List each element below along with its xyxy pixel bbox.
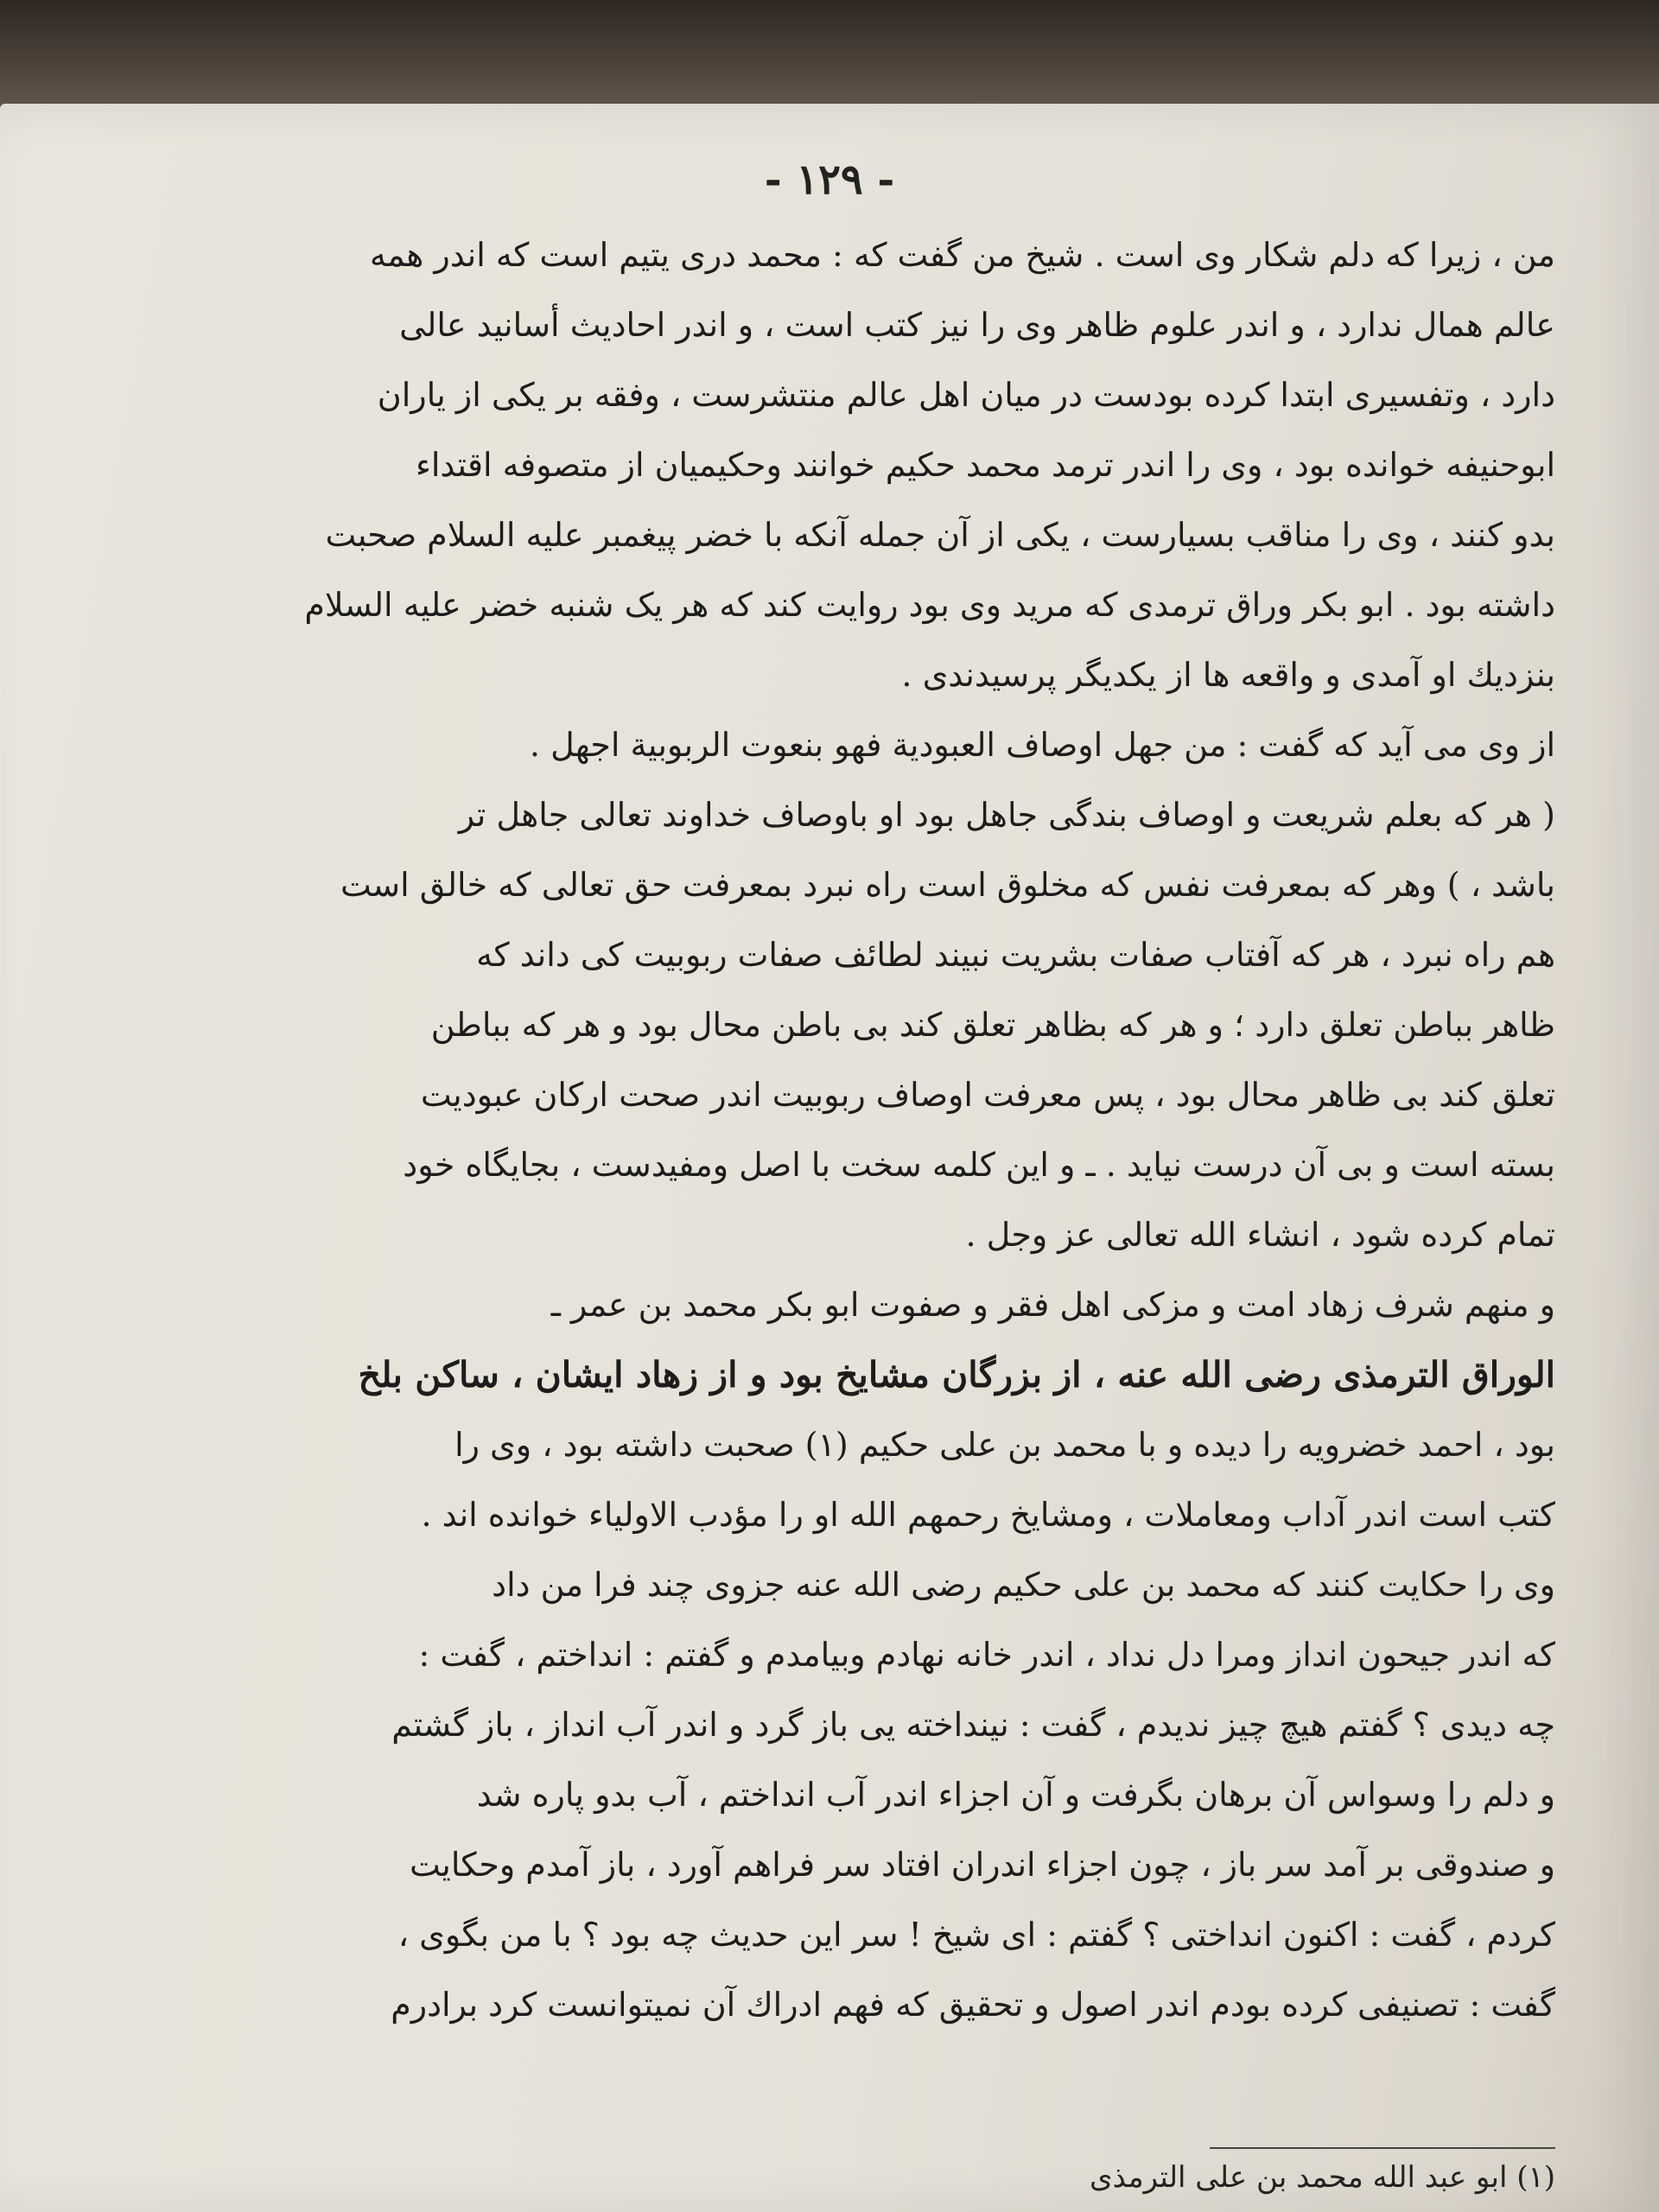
- text-line: ( هر که بعلم شریعت و اوصاف بندگی جاهل بود او باوصاف خداوند تعالی جاهل تر: [458, 796, 1555, 834]
- text-line-heading: الوراق الترمذی رضی الله عنه ، از بزرگان مشایخ بود و از زهاد ایشان ، ساکن بلخ: [358, 1354, 1555, 1395]
- text-line: از وی می آید که گفت : من جهل اوصاف العبودیة فهو بنعوت الربوبیة اجهل .: [529, 726, 1555, 764]
- text-line: و صندوقی بر آمد سر باز ، چون اجزاء اندران افتاد سر فراهم آورد ، باز آمدم وحکایت: [409, 1846, 1555, 1884]
- footnote: (۱) ابو عبد الله محمد بن علی الترمذی: [1090, 2160, 1555, 2195]
- text-line: ظاهر بباطن تعلق دارد ؛ و هر که بظاهر تعلق کند بی باطن محال بود و هر که بباطن: [430, 1006, 1555, 1044]
- text-line: بود ، احمد خضرویه را دیده و با محمد بن علی حکیم (۱) صحبت داشته بود ، وی را: [454, 1426, 1555, 1464]
- text-line: عالم همال ندارد ، و اندر علوم ظاهر وی را نیز کتب است ، و اندر احادیث أسانید عالی: [399, 306, 1555, 344]
- text-line: گفت : تصنیفی کرده بودم اندر اصول و تحقیق که فهم ادراك آن نمیتوانست کرد برادرم: [391, 1986, 1555, 2024]
- text-line: تعلق کند بی ظاهر محال بود ، پس معرفت اوصاف ربوبیت اندر صحت ارکان عبودیت: [420, 1076, 1555, 1114]
- text-line: باشد ، ) وهر که بمعرفت نفس که مخلوق است راه نبرد بمعرفت حق تعالی که خالق است: [340, 866, 1555, 904]
- body-text: [233, 220, 1555, 2040]
- text-line: داشته بود . ابو بکر وراق ترمدی که مرید وی بود روایت کند که هر یک شنبه خضر علیه السلام: [304, 586, 1555, 624]
- text-line: بدو کنند ، وی را مناقب بسیارست ، یکی از آن جمله آنکه با خضر پیغمبر علیه السلام صحبت: [325, 516, 1555, 554]
- text-line: بنزدیك او آمدی و واقعه ها از یکدیگر پرسیدندی .: [901, 656, 1555, 694]
- text-line: که اندر جیحون انداز ومرا دل نداد ، اندر خانه نهادم وبیامدم و گفتم : انداختم ، گفت :: [418, 1636, 1555, 1674]
- text-line: بسته است و بی آن درست نیاید . ـ و این کلمه سخت با اصل ومفیدست ، بجایگاه خود: [403, 1146, 1555, 1184]
- text-line: تمام کرده شود ، انشاء الله تعالی عز وجل .: [965, 1216, 1555, 1254]
- text-line: وی را حکایت کنند که محمد بن علی حکیم رضی الله عنه جزوی چند فرا من داد: [492, 1566, 1555, 1604]
- text-line: چه دیدی ؟ گفتم هیچ چیز ندیدم ، گفت : نینداخته یی باز گرد و اندر آب انداز ، باز گشتم: [391, 1706, 1555, 1744]
- text-line: هم راه نبرد ، هر که آفتاب صفات بشریت نبیند لطائف صفات ربوبیت کی داند که: [476, 936, 1555, 974]
- text-line: و منهم شرف زهاد امت و مزکی اهل فقر و صفوت ابو بکر محمد بن عمر ـ: [550, 1286, 1555, 1324]
- text-line: کتب است اندر آداب ومعاملات ، ومشایخ رحمهم الله او را مؤدب الاولیاء خوانده اند .: [421, 1496, 1555, 1534]
- page-number: - ۱۲۹ -: [764, 156, 895, 204]
- text-line: ابوحنیفه خوانده بود ، وی را اندر ترمد محمد حکیم خوانند وحکیمیان از متصوفه اقتداء: [416, 446, 1555, 484]
- text-line: و دلم را وسواس آن برهان بگرفت و آن اجزاء اندر آب انداختم ، آب بدو پاره شد: [476, 1776, 1555, 1814]
- text-line: دارد ، وتفسیری ابتدا کرده بودست در میان اهل عالم منتشرست ، وفقه بر یکی از یاران: [377, 376, 1555, 414]
- footnote-divider: [1210, 2147, 1555, 2149]
- text-line: کردم ، گفت : اکنون انداختی ؟ گفتم : ای شیخ ! سر این حدیث چه بود ؟ با من بگوی ،: [397, 1916, 1555, 1954]
- text-line: من ، زیرا که دلم شکار وی است . شیخ من گفت که : محمد دری یتیم است که اندر همه: [369, 236, 1555, 274]
